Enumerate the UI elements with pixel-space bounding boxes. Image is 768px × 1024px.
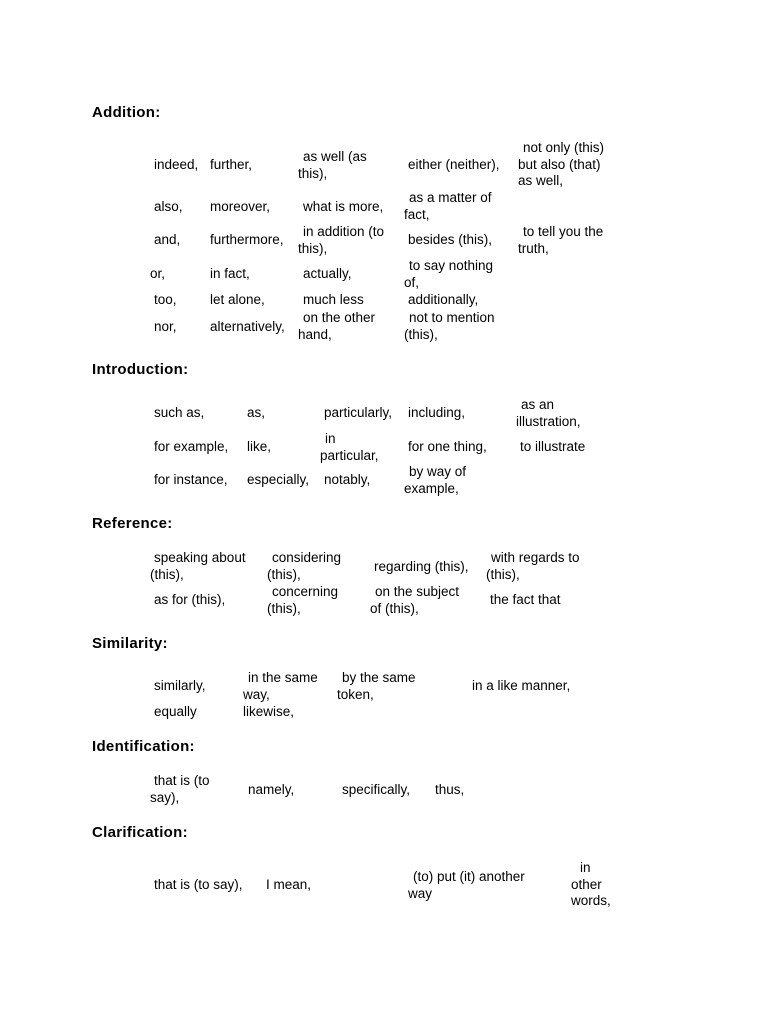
phrase: namely, [248, 782, 295, 797]
phrase: as for (this), [154, 592, 226, 607]
phrase: for instance, [154, 472, 228, 487]
phrase: regarding (this), [374, 559, 469, 574]
heading-identification: Identification: [92, 738, 195, 755]
phrase: what is more, [303, 199, 384, 214]
phrase: for one thing, [408, 439, 487, 454]
heading-similarity: Similarity: [92, 635, 168, 652]
phrase: not only (this) but also (that) as well, [518, 140, 605, 188]
phrase: including, [408, 405, 466, 420]
phrase: speaking about (this), [150, 550, 246, 582]
phrase: in addition (to this), [298, 224, 385, 256]
phrase: much less [303, 292, 364, 307]
phrase: actually, [303, 266, 352, 281]
phrase: in fact, [210, 266, 250, 281]
phrase: specifically, [342, 782, 411, 797]
phrase: and, [154, 232, 181, 247]
phrase: likewise, [243, 704, 295, 719]
phrase: furthermore, [210, 232, 284, 247]
phrase: to tell you the truth, [518, 224, 604, 256]
heading-clarification: Clarification: [92, 824, 188, 841]
phrase: particularly, [324, 405, 393, 420]
phrase: alternatively, [210, 319, 285, 334]
heading-addition: Addition: [92, 104, 161, 121]
phrase: considering (this), [267, 550, 342, 582]
phrase: that is (to say), [150, 773, 210, 805]
phrase: thus, [435, 782, 465, 797]
phrase: as a matter of fact, [404, 190, 492, 222]
phrase: I mean, [266, 877, 312, 892]
phrase: that is (to say), [154, 877, 243, 892]
phrase: moreover, [210, 199, 271, 214]
phrase: the fact that [490, 592, 561, 607]
phrase: indeed, [154, 157, 199, 172]
phrase: notably, [324, 472, 371, 487]
phrase: for example, [154, 439, 229, 454]
phrase: in other words, [571, 860, 611, 908]
phrase: as an illustration, [516, 397, 581, 429]
phrase: concerning (this), [267, 584, 339, 616]
phrase: in a like manner, [472, 678, 571, 693]
phrase: further, [210, 157, 253, 172]
phrase: on the other hand, [298, 310, 376, 342]
phrase: on the subject of (this), [370, 584, 460, 616]
phrase: additionally, [408, 292, 479, 307]
phrase: like, [247, 439, 272, 454]
heading-introduction: Introduction: [92, 361, 189, 378]
phrase: by way of example, [404, 464, 467, 496]
phrase: equally [154, 704, 197, 719]
phrase: with regards to (this), [486, 550, 580, 582]
phrase: besides (this), [408, 232, 493, 247]
phrase: too, [154, 292, 177, 307]
phrase: let alone, [210, 292, 265, 307]
phrase: especially, [247, 472, 310, 487]
phrase: as, [247, 405, 266, 420]
phrase: (to) put (it) another way [408, 869, 525, 901]
phrase: nor, [154, 319, 177, 334]
phrase: in the same way, [243, 670, 318, 702]
phrase: or, [150, 266, 166, 281]
phrase: in particular, [320, 431, 379, 463]
phrase: by the same token, [337, 670, 416, 702]
phrase: as well (as this), [298, 149, 367, 181]
phrase: such as, [154, 405, 205, 420]
phrase: not to mention (this), [404, 310, 495, 342]
phrase: to illustrate [520, 439, 586, 454]
heading-reference: Reference: [92, 515, 173, 532]
phrase: also, [154, 199, 183, 214]
phrase: either (neither), [408, 157, 500, 172]
phrase: to say nothing of, [404, 258, 494, 290]
phrase: similarly, [154, 678, 206, 693]
